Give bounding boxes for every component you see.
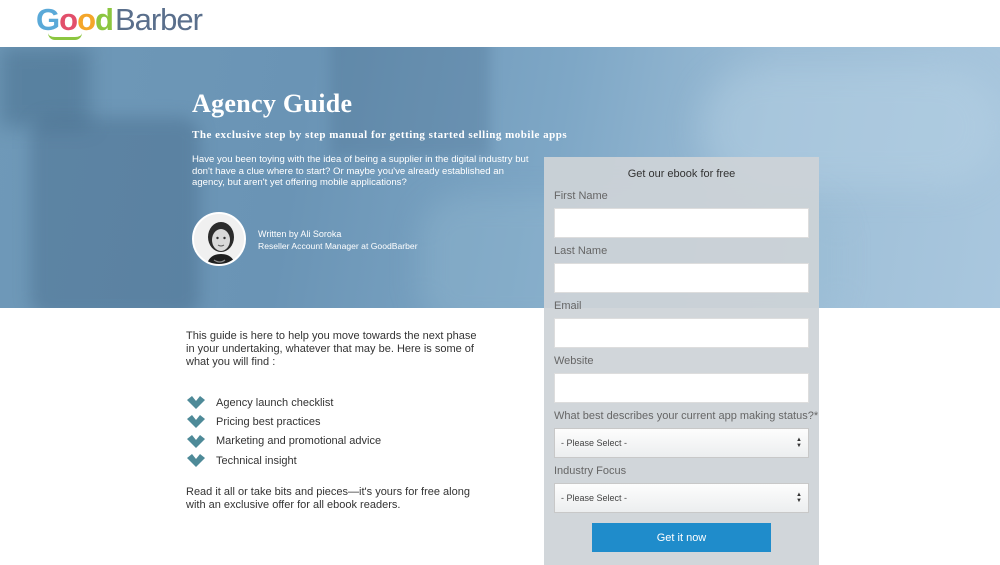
feature-label: Technical insight xyxy=(216,454,297,467)
hero-bg-shape xyxy=(0,47,90,127)
status-select-value: - Please Select - xyxy=(561,438,628,448)
email-label: Email xyxy=(554,300,582,312)
select-arrows-icon: ▲ ▼ xyxy=(796,437,802,449)
status-label: What best describes your current app making status?* xyxy=(554,410,819,422)
content-intro-text: This guide is here to help you move towards the next phase in your undertaking, whatever that may be. Here is some of what you will find : xyxy=(186,330,477,368)
logo-letter-g: G xyxy=(36,2,60,37)
website-input[interactable] xyxy=(554,373,809,403)
page-title: Agency Guide xyxy=(192,89,353,118)
hero-intro-text: Have you been toying with the idea of being a supplier in the digital industry but don't have a clue where to start? Or maybe you've already established an agency, but aren't yet offering mobile applications? xyxy=(192,154,529,188)
author-portrait-icon xyxy=(194,214,246,266)
list-item xyxy=(186,432,381,451)
logo-smile-icon xyxy=(48,33,82,40)
author-name: Written by Ali Soroka xyxy=(258,229,342,239)
status-select[interactable] xyxy=(554,428,809,458)
first-name-label: First Name xyxy=(554,190,608,202)
first-name-input[interactable] xyxy=(554,208,809,238)
author-avatar xyxy=(192,212,246,266)
list-item xyxy=(186,393,381,412)
goodbarber-logo[interactable] xyxy=(36,2,202,42)
email-input[interactable] xyxy=(554,318,809,348)
logo-letter-d: d xyxy=(95,2,113,37)
check-icon xyxy=(186,395,206,410)
industry-select-value: - Please Select - xyxy=(561,493,628,503)
select-arrows-icon: ▲ ▼ xyxy=(796,492,802,504)
check-icon xyxy=(186,453,206,468)
form-title: Get our ebook for free xyxy=(627,168,736,180)
ebook-form xyxy=(544,157,819,565)
check-icon xyxy=(186,414,206,429)
hero-banner xyxy=(0,47,1000,308)
hero-bg-shape xyxy=(30,117,200,308)
content-outro-text: Read it all or take bits and pieces—it's yours for free along with an exclusive offer for all ebook readers. xyxy=(186,486,470,511)
logo-letter-o1: o xyxy=(59,2,78,37)
industry-select[interactable] xyxy=(554,483,809,513)
get-it-now-button[interactable]: Get it now xyxy=(592,523,771,552)
last-name-label: Last Name xyxy=(554,245,608,257)
last-name-input[interactable] xyxy=(554,263,809,293)
list-item xyxy=(186,412,381,431)
feature-list xyxy=(186,393,381,470)
logo-barber: Barber xyxy=(114,2,202,37)
page-subtitle: The exclusive step by step manual for getting started selling mobile apps xyxy=(192,129,568,141)
check-icon xyxy=(186,434,206,449)
logo-letter-o2: o xyxy=(77,2,95,37)
author-role: Reseller Account Manager at GoodBarber xyxy=(258,241,418,251)
feature-label: Agency launch checklist xyxy=(216,396,334,409)
feature-label: Pricing best practices xyxy=(216,415,321,428)
list-item xyxy=(186,451,381,470)
industry-label: Industry Focus xyxy=(554,465,627,477)
feature-label: Marketing and promotional advice xyxy=(216,435,382,448)
website-label: Website xyxy=(554,355,594,367)
site-header xyxy=(0,0,1000,47)
